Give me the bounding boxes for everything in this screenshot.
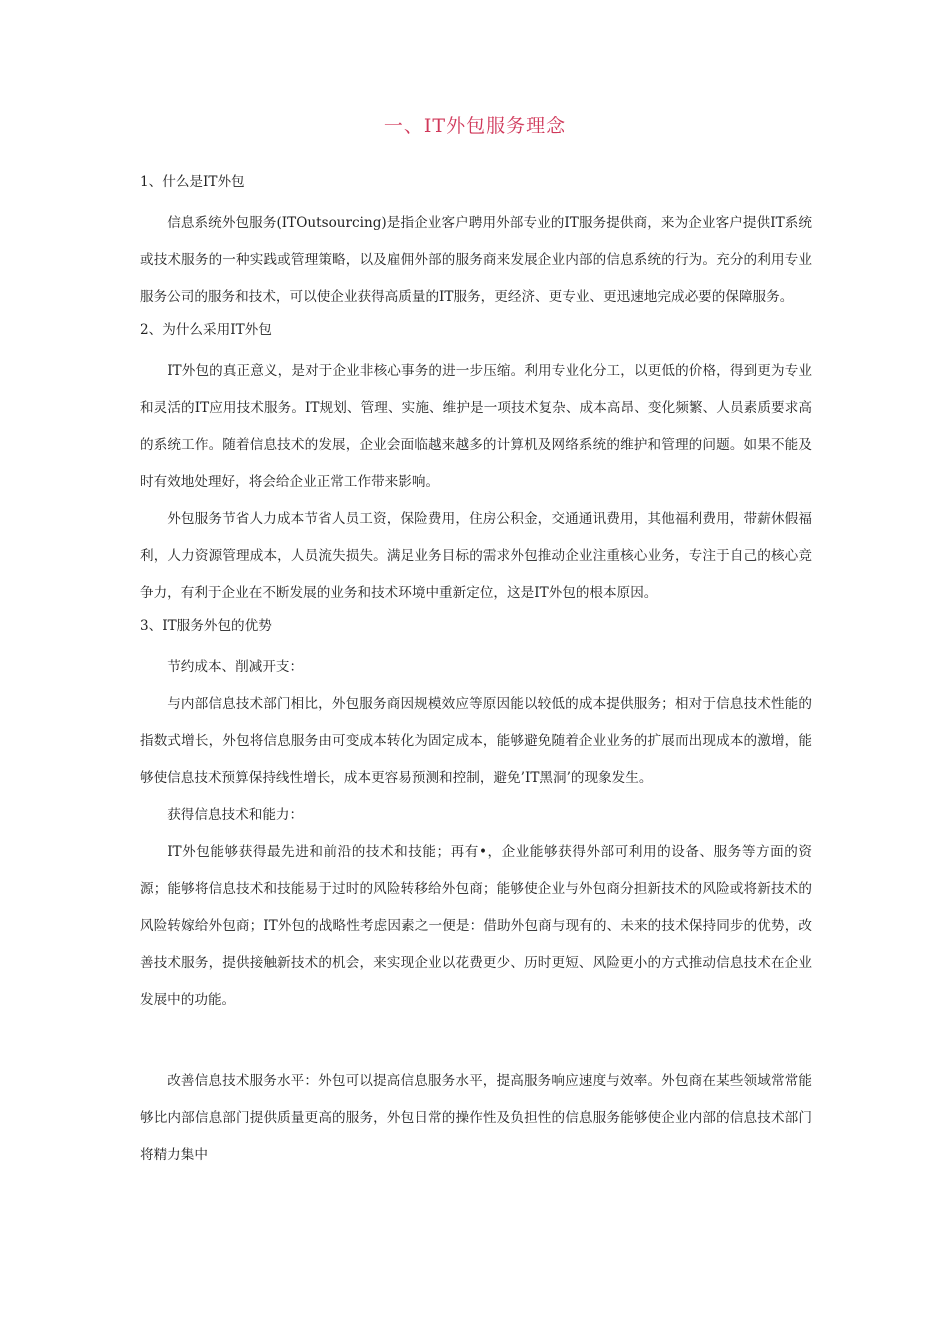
section-2-paragraph-1: IT外包的真正意义，是对于企业非核心事务的进一步压缩。利用专业化分工，以更低的价格，得到更为专业和灵活的IT应用技术服务。IT规划、管理、实施、维护是一项技术复杂、成本高昂、变化频繁、人员素质要求高的系统工作。随着信息技术的发展，企业会面临越来越多的计算机及网络系统的维护和管理的问题。如果不能及时有效地处理好，将会给企业正常工作带来影响。 [140,363,812,490]
advantage-subheading-cost: 节约成本、削减开支： [167,659,304,675]
page-title: 一、IT外包服务理念 [383,115,567,137]
section-2-paragraph-2: 外包服务节省人力成本节省人员工资，保险费用，住房公积金，交通通讯费用，其他福利费用，带薪休假福利，人力资源管理成本，人员流失损失。满足业务目标的需求外包推动企业注重核心业务，专注于自己的核心竞争力，有利于企业在不断发展的业务和技术环境中重新定位，这是IT外包的根本原因。 [140,511,812,601]
advantage-subheading-technology: 获得信息技术和能力： [167,807,304,823]
section-heading-1: 1、什么是IT外包 [140,174,245,190]
section-heading-3: 3、IT服务外包的优势 [140,618,272,634]
advantage-paragraph-cost: 与内部信息技术部门相比，外包服务商因规模效应等原因能以较低的成本提供服务；相对于信息技术性能的指数式增长，外包将信息服务由可变成本转化为固定成本，能够避免随着企业业务的扩展而出现成本的激增，能够使信息技术预算保持线性增长，成本更容易预测和控制，避免’IT黑洞’的现象发生。 [140,696,812,786]
section-heading-2: 2、为什么采用IT外包 [140,322,272,338]
document-body [140,168,812,1174]
paragraph-gap [140,1019,812,1063]
advantage-paragraph-technology: IT外包能够获得最先进和前沿的技术和技能；再有•，企业能够获得外部可利用的设备、服务等方面的资源；能够将信息技术和技能易于过时的风险转移给外包商；能够使企业与外包商分担新技术的风险或将新技术的风险转嫁给外包商；IT外包的战略性考虑因素之一便是：借助外包商与现有的、未来的技术保持同步的优势，改善技术服务，提供接触新技术的机会，来实现企业以花费更少、历时更短、风险更小的方式推动信息技术在企业发展中的功能。 [140,844,812,1008]
advantage-paragraph-service-level: 改善信息技术服务水平：外包可以提高信息服务水平，提高服务响应速度与效率。外包商在某些领域常常能够比内部信息部门提供质量更高的服务，外包日常的操作性及负担性的信息服务能够使企业内部的信息技术部门将精力集中 [140,1073,812,1163]
section-1-paragraph-1: 信息系统外包服务(ITOutsourcing)是指企业客户聘用外部专业的IT服务提供商，来为企业客户提供IT系统或技术服务的一种实践或管理策略，以及雇佣外部的服务商来发展企业内部的信息系统的行为。充分的利用专业服务公司的服务和技术，可以使企业获得高质量的IT服务，更经济、更专业、更迅速地完成必要的保障服务。 [140,215,812,305]
